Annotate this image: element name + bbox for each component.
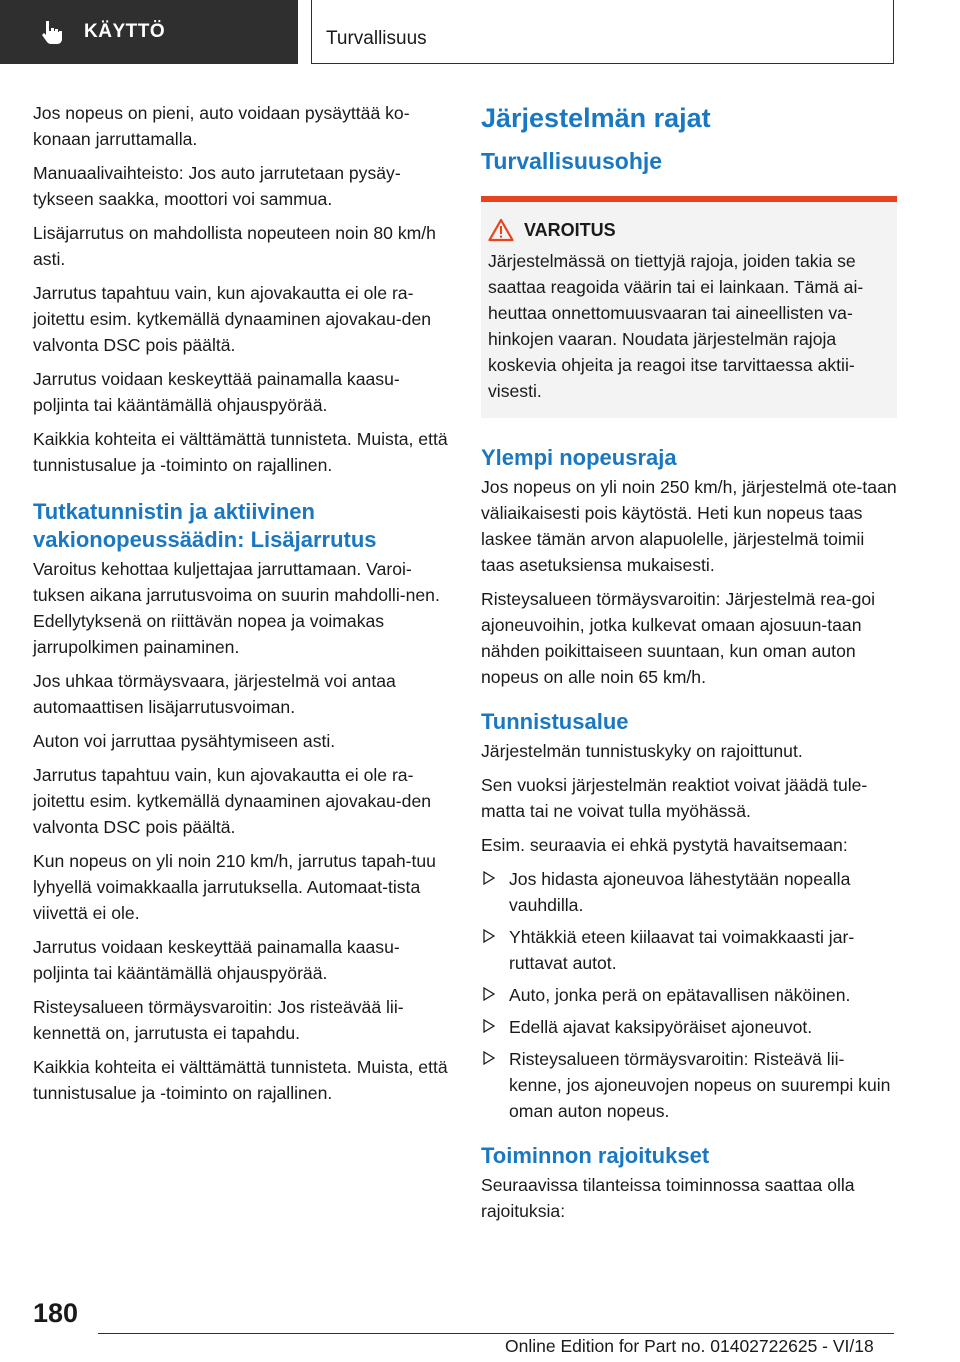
warning-header [488,218,889,242]
paragraph: Esim. seuraavia ei ehkä pystytä havaitsemaan: [481,835,848,855]
list-item-text: Jos hidasta ajoneuvoa lähestytään nopealla vauhdilla. [509,869,851,915]
section-heading-radar: Tutkatunnistin ja aktiivinen vakionopeussäädin: Lisäjarrutus [33,499,377,552]
paragraph: Jarrutus tapahtuu vain, kun ajovakautta ei ole ra-joitettu esim. kytkemällä dynaaminen ajovakau-den valvonta DSC pois päältä. [33,283,432,355]
footer-divider [98,1333,894,1334]
list-item [481,924,897,976]
paragraph: Jos nopeus on yli noin 250 km/h, järjestelmä ote-taan väliaikaisesti pois käytöstä. Heti kun nopeus taas laskee tämän arvon alapuolelle, järjestelmä toimii taas asetuksiensa mukaisesti. [481,477,897,575]
paragraph: Kaikkia kohteita ei välttämättä tunnisteta. Muista, että tunnistusalue ja -toiminto on rajallinen. [33,429,448,475]
chapter-tab[interactable] [311,0,894,64]
bullet-triangle-icon [483,1018,495,1034]
footer-edition [505,1336,874,1357]
paragraph: Järjestelmän tunnistuskyky on rajoittunut. [481,741,803,761]
paragraph: Risteysalueen törmäysvaroitin: Jos risteävää lii-kennettä on, jarrutusta ei tapahdu. [33,997,404,1043]
bullet-triangle-icon [483,1050,495,1066]
list-item [481,982,897,1008]
paragraph: Varoitus kehottaa kuljettajaa jarruttamaan. Varoi-tuksen aikana jarrutusvoima on suurin mahdolli-nen. Edellytyksenä on riittävän nopea ja voimakas jarrupolkimen painaminen. [33,559,440,657]
list-item [481,1014,897,1040]
paragraph: Jos uhkaa törmäysvaara, järjestelmä voi antaa automaattisen lisäjarrutusvoiman. [33,671,396,717]
paragraph: Risteysalueen törmäysvaroitin: Järjestelmä rea-goi ajoneuvoihin, jotka kulkevat omaan ajosuun-taan nähden poikittaiseen suuntaan, kun oman auton nopeus on alle noin 65 km/h. [481,589,876,687]
list-item-text: Yhtäkkiä eteen kiilaavat tai voimakkaasti jar-ruttavat autot. [509,927,855,973]
page-number: 180 [33,1298,79,1328]
pointing-hand-icon [38,18,66,46]
paragraph: Sen vuoksi järjestelmän reaktiot voivat jäädä tule-matta tai ne voivat tulla myöhässä. [481,775,868,821]
paragraph: Jos nopeus on pieni, auto voidaan pysäyttää ko-konaan jarruttamalla. [33,103,410,149]
warning-triangle-icon [488,218,514,242]
paragraph: Jarrutus voidaan keskeyttää painamalla kaasu-poljinta tai kääntämällä ohjauspyörää. [33,937,400,983]
edition-text: Online Edition for Part no. 01402722625 - VI/18 [505,1336,874,1356]
bullet-triangle-icon [483,986,495,1002]
paragraph: Jarrutus tapahtuu vain, kun ajovakautta ei ole ra-joitettu esim. kytkemällä dynaaminen ajovakau-den valvonta DSC pois päältä. [33,765,432,837]
page-header [0,0,960,66]
list-item-text: Auto, jonka perä on epätavallisen näköinen. [509,985,851,1005]
list-item [481,1046,897,1124]
paragraph: Jarrutus voidaan keskeyttää painamalla kaasu-poljinta tai kääntämällä ohjauspyörää. [33,369,400,415]
warning-box [481,196,897,418]
safety-heading: Turvallisuusohje [481,148,663,174]
bullet-list [481,866,897,1124]
paragraph: Lisäjarrutus on mahdollista nopeuteen noin 80 km/h asti. [33,223,436,269]
paragraph: Kaikkia kohteita ei välttämättä tunnisteta. Muista, että tunnistusalue ja -toiminto on rajallinen. [33,1057,448,1103]
paragraph: Kun nopeus on yli noin 210 km/h, jarrutus tapah-tuu lyhyellä voimakkaalla jarrutuksella. Automaat-tista viivettä ei ole. [33,851,436,923]
list-item [481,866,897,918]
chapter-heading: Järjestelmän rajat [481,103,711,133]
section-heading-function: Toiminnon rajoitukset [481,1143,710,1168]
paragraph: Auton voi jarruttaa pysähtymiseen asti. [33,731,336,751]
bullet-triangle-icon [483,928,495,944]
warning-text: Järjestelmässä on tiettyjä rajoja, joiden takia se saattaa reagoida väärin tai ei lainkaan. Tämä ai-heuttaa onnettomuusvaaran tai aineellisten va-hinkojen vaaran. Noudata järjestelmän rajoja koskevia ohjeita ja reagoi itse tarvittaessa aktii-visesti. [488,251,864,401]
section-heading-speed: Ylempi nopeusraja [481,445,677,470]
warning-title: VAROITUS [524,219,616,240]
bullet-triangle-icon [483,870,495,886]
left-column [33,100,453,1114]
chapter-label: Turvallisuus [326,28,427,49]
section-heading-detection: Tunnistusalue [481,709,629,734]
paragraph: Manuaalivaihteisto: Jos auto jarrutetaan pysäy-tykseen saakka, moottori voi sammua. [33,163,401,209]
section-label: KÄYTTÖ [84,21,166,42]
paragraph: Seuraavissa tilanteissa toiminnossa saattaa olla rajoituksia: [481,1175,855,1221]
section-tab[interactable] [0,0,298,64]
right-column [481,100,897,1232]
list-item-text: Edellä ajavat kaksipyöräiset ajoneuvot. [509,1017,813,1037]
list-item-text: Risteysalueen törmäysvaroitin: Risteävä lii-kenne, jos ajoneuvojen nopeus on suurempi kuin oman auton nopeus. [509,1049,891,1121]
